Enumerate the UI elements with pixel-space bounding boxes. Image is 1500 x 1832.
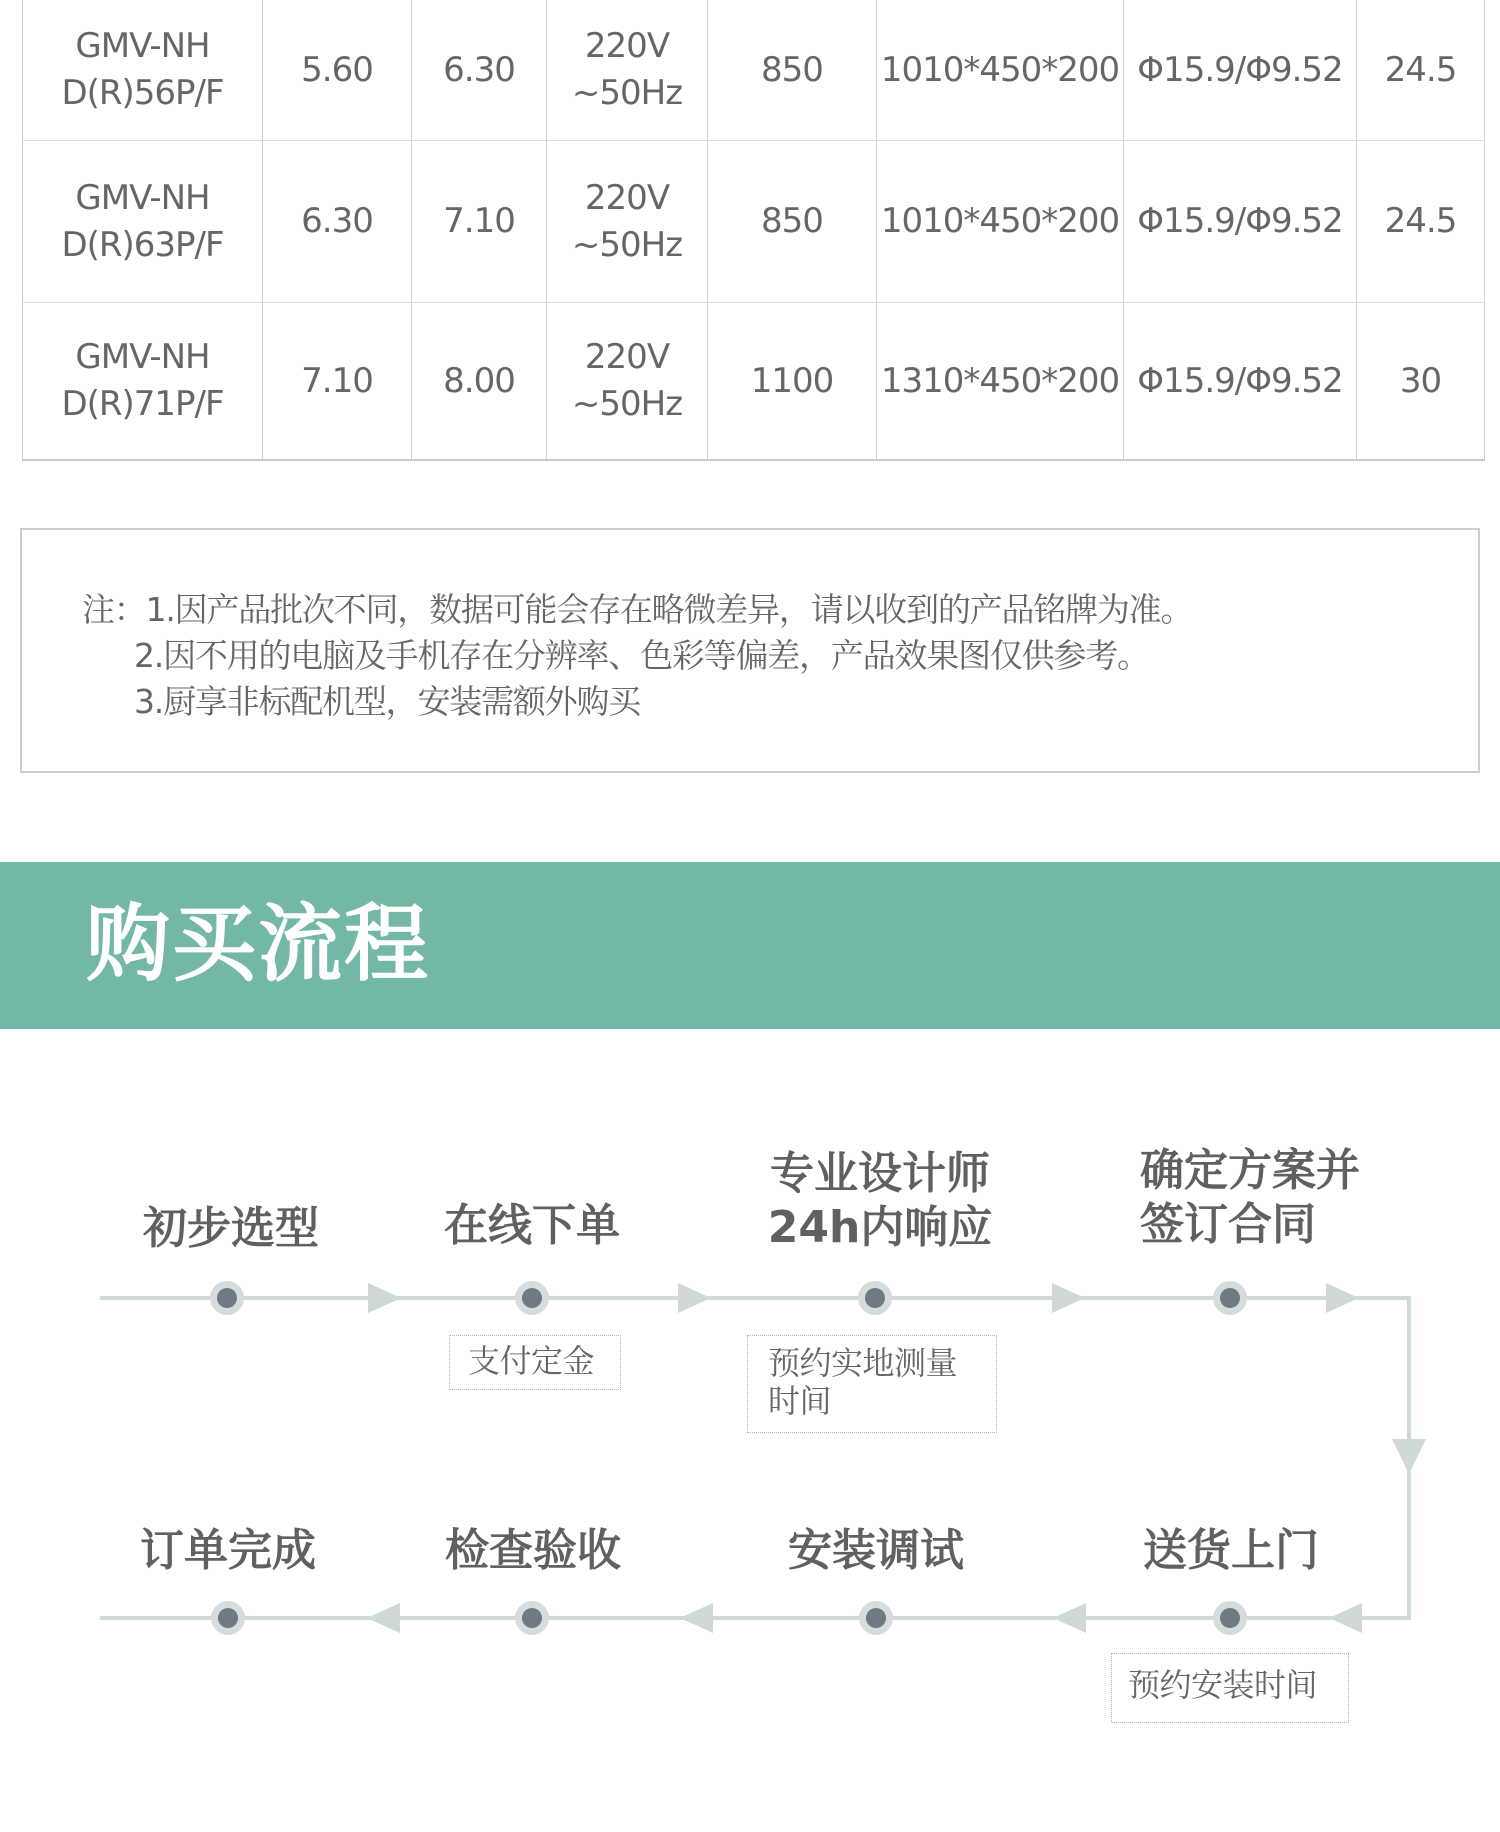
arrow-right-icon <box>368 1283 401 1313</box>
arrow-left-icon <box>1053 1603 1086 1633</box>
substep-measure-appointment: 预约实地测量 时间 <box>747 1335 997 1433</box>
power-cell: 220V ~50Hz <box>547 303 708 461</box>
step-designer-response: 专业设计师 24h内响应 <box>767 1148 993 1253</box>
note-line-3: 3.厨享非标配机型，安装需额外购买 <box>134 682 641 721</box>
table-row <box>23 0 1485 141</box>
step-dot <box>1213 1601 1247 1635</box>
notes-box <box>20 528 1480 773</box>
step-installation: 安装调试 <box>788 1525 964 1576</box>
dimensions-cell: 1010*450*200 <box>877 141 1124 303</box>
weight-cell: 24.5 <box>1357 0 1485 141</box>
arrow-left-icon <box>680 1603 713 1633</box>
substep-install-appointment: 预约安装时间 <box>1111 1653 1349 1723</box>
pipe-cell: Φ15.9/Φ9.52 <box>1124 0 1357 141</box>
note-line-1: 注：1.因产品批次不同，数据可能会存在略微差异，请以收到的产品铭牌为准。 <box>82 590 1193 629</box>
power-cell: 220V ~50Hz <box>547 141 708 303</box>
heating-cell: 6.30 <box>412 0 547 141</box>
arrow-down-icon <box>1392 1439 1426 1474</box>
heating-cell: 8.00 <box>412 303 547 461</box>
model-cell: GMV-NH D(R)56P/F <box>23 0 263 141</box>
power-cell: 220V ~50Hz <box>547 0 708 141</box>
pipe-cell: Φ15.9/Φ9.52 <box>1124 303 1357 461</box>
model-cell: GMV-NH D(R)63P/F <box>23 141 263 303</box>
heating-cell: 7.10 <box>412 141 547 303</box>
airflow-cell: 850 <box>708 141 877 303</box>
pipe-cell: Φ15.9/Φ9.52 <box>1124 141 1357 303</box>
step-dot <box>210 1281 244 1315</box>
arrow-right-icon <box>1052 1283 1085 1313</box>
cooling-cell: 7.10 <box>263 303 412 461</box>
airflow-cell: 850 <box>708 0 877 141</box>
arrow-right-icon <box>1326 1283 1359 1313</box>
step-dot <box>211 1601 245 1635</box>
model-cell: GMV-NH D(R)71P/F <box>23 303 263 461</box>
airflow-cell: 1100 <box>708 303 877 461</box>
weight-cell: 24.5 <box>1357 141 1485 303</box>
cooling-cell: 6.30 <box>263 141 412 303</box>
step-initial-selection: 初步选型 <box>143 1203 319 1254</box>
cooling-cell: 5.60 <box>263 0 412 141</box>
step-dot <box>515 1281 549 1315</box>
arrow-right-icon <box>678 1283 711 1313</box>
purchase-flow <box>0 1029 1500 1832</box>
step-delivery: 送货上门 <box>1143 1525 1319 1576</box>
spec-table <box>22 0 1485 461</box>
arrow-left-icon <box>1329 1603 1362 1633</box>
step-inspection: 检查验收 <box>445 1525 621 1576</box>
dimensions-cell: 1010*450*200 <box>877 0 1124 141</box>
table-row <box>23 141 1485 303</box>
step-dot <box>858 1281 892 1315</box>
step-place-order: 在线下单 <box>444 1200 620 1251</box>
section-title: 购买流程 <box>86 895 431 993</box>
note-line-2: 2.因不用的电脑及手机存在分辨率、色彩等偏差，产品效果图仅供参考。 <box>134 636 1149 675</box>
dimensions-cell: 1310*450*200 <box>877 303 1124 461</box>
weight-cell: 30 <box>1357 303 1485 461</box>
step-dot <box>515 1601 549 1635</box>
step-dot <box>1213 1281 1247 1315</box>
substep-deposit: 支付定金 <box>449 1335 621 1390</box>
step-confirm-contract: 确定方案并 签订合同 <box>1140 1145 1360 1250</box>
step-order-complete: 订单完成 <box>140 1525 316 1576</box>
table-row <box>23 303 1485 461</box>
section-banner <box>0 862 1500 1029</box>
arrow-left-icon <box>367 1603 400 1633</box>
step-dot <box>859 1601 893 1635</box>
